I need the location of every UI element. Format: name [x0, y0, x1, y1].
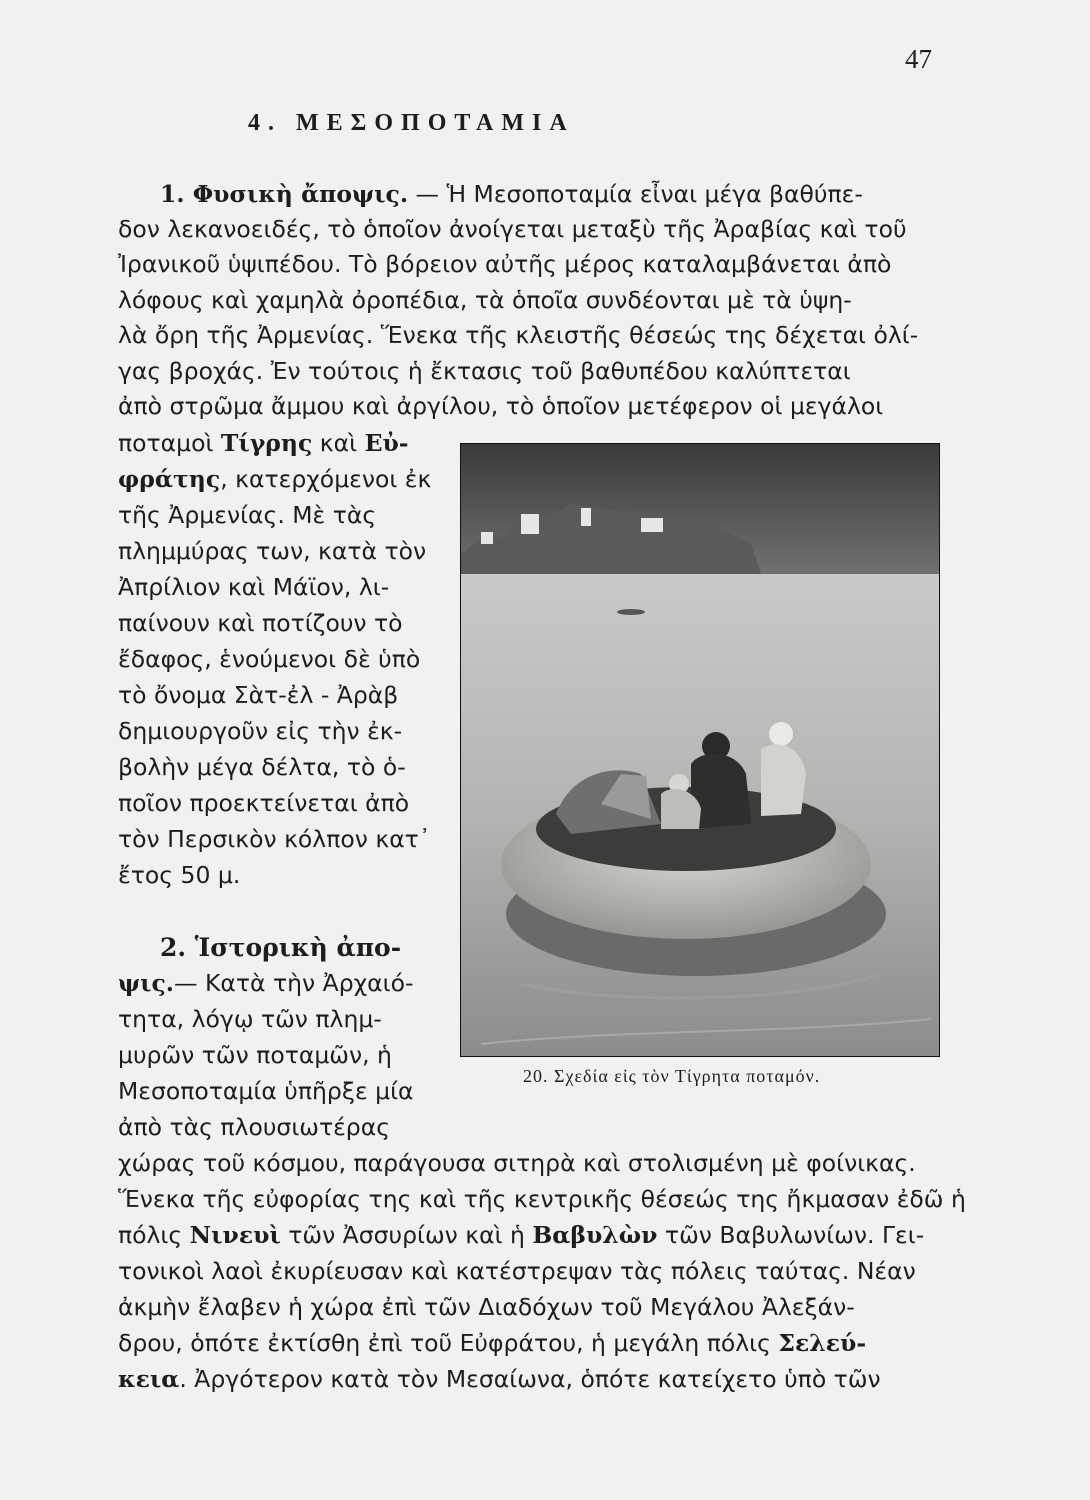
text-line: τονικοὶ λαοὶ ἐκυρίευσαν καὶ κατέστρεψαν τὰς πόλεις ταύτας. Νέαν — [118, 1257, 916, 1285]
text-line — [160, 177, 863, 212]
text-span: ποταμοὶ — [118, 429, 221, 457]
text-line: ἔτος 50 μ. — [118, 861, 241, 889]
text-line: ἀπὸ στρῶμα ἄμμου καὶ ἀργίλου, τὸ ὁποῖον μετέφερον οἱ μεγάλοι — [118, 392, 884, 420]
text-line: τὸ ὄνομα Σὰτ-ἐλ - Ἀρὰβ — [118, 681, 399, 709]
text-line: παίνουν καὶ ποτίζουν τὸ — [118, 609, 403, 637]
text-line: Ἰρανικοῦ ὑψιπέδου. Τὸ βόρειον αὐτῆς μέρος καταλαμβάνεται ἀπὸ — [118, 250, 892, 278]
section2-heading-text: ψις. — [118, 969, 174, 997]
text-line: Ἕνεκα τῆς εὐφορίας της καὶ τῆς κεντρικῆς θέσεώς της ἤκμασαν ἐδῶ ἡ — [118, 1185, 966, 1213]
person-head — [769, 722, 793, 746]
figure-caption: 20. Σχεδία εἰς τὸν Τίγρητα ποταμόν. — [523, 1066, 821, 1086]
text-line: ἔδαφος, ἑνούμενοι δὲ ὑπὸ — [118, 645, 421, 673]
text-line: τὸν Περσικὸν κόλπον κατ᾽ — [118, 825, 431, 853]
page-number: 47 — [905, 44, 932, 74]
section1-heading: 1. Φυσικὴ ἄποψις. — [160, 180, 409, 208]
text-span: τῶν Βαβυλωνίων. Γει- — [657, 1221, 925, 1249]
text-line: βολὴν μέγα δέλτα, τὸ ὁ- — [118, 753, 406, 781]
text-span: δρου, ὁπότε ἐκτίσθη ἐπὶ τοῦ Εὐφράτου, ἡ μεγάλη πόλις — [118, 1329, 779, 1357]
text-line: δημιουργοῦν εἰς τὴν ἐκ- — [118, 717, 403, 745]
text-line: Ἀπρίλιον καὶ Μάϊον, λι- — [118, 573, 390, 601]
text-line: ποῖον προεκτείνεται ἀπὸ — [118, 789, 410, 817]
text-line: ἀπὸ τὰς πλουσιωτέρας — [118, 1113, 390, 1141]
text-line: Μεσοποταμία ὑπῆρξε μία — [118, 1077, 414, 1105]
text-line: ἀκμὴν ἔλαβεν ἡ χώρα ἐπὶ τῶν Διαδόχων τοῦ Μεγάλου Ἀλεξάν- — [118, 1293, 855, 1321]
raft-photo-illustration — [461, 444, 939, 1056]
section2-heading-text: 2. Ἱστορικὴ ἀπο- — [160, 933, 402, 962]
text-line — [118, 1218, 924, 1253]
text-line: λὰ ὄρη τῆς Ἀρμενίας. Ἕνεκα τῆς κλειστῆς θέσεώς της δέχεται ὀλί- — [118, 321, 919, 349]
text-line: τῆς Ἀρμενίας. Μὲ τὰς — [118, 501, 377, 529]
text-line: λόφους καὶ χαμηλὰ ὀροπέδια, τὰ ὁποῖα συνδέονται μὲ τὰ ὑψη- — [118, 286, 852, 314]
section2-heading — [160, 930, 401, 965]
tigris-bold: Τίγρης — [220, 429, 313, 457]
seleucia-bold: κεια — [118, 1365, 180, 1393]
text-line: γας βροχάς. Ἐν τούτοις ἡ ἔκτασις τοῦ βαθυπέδου καλύπτεται — [118, 357, 851, 385]
figure-photo — [460, 443, 940, 1057]
euphrates-bold: φράτης — [118, 465, 221, 493]
text-line — [118, 426, 409, 461]
text-line: μυρῶν τῶν ποταμῶν, ἡ — [118, 1041, 392, 1069]
text-line: δον λεκανοειδές, τὸ ὁποῖον ἀνοίγεται μεταξὺ τῆς Ἀραβίας καὶ τοῦ — [118, 215, 907, 243]
euphrates-bold: Εὐ- — [364, 429, 409, 457]
text-line — [118, 1362, 881, 1397]
text-line — [118, 462, 431, 497]
text-line: πλημμύρας των, κατὰ τὸν — [118, 537, 427, 565]
distant-boat — [617, 609, 645, 615]
text-span: — Ἡ Μεσοποταμία εἶναι μέγα βαθύπε- — [408, 180, 863, 208]
chapter-title: 4. ΜΕΣΟΠΟΤΑΜΙΑ — [248, 110, 575, 136]
text-span: — Κατὰ τὴν Ἀρχαιό- — [174, 969, 414, 997]
text-span: καὶ — [312, 429, 365, 457]
nineveh-bold: Νινευὶ — [189, 1221, 281, 1249]
text-span: , κατερχόμενοι ἐκ — [220, 465, 432, 493]
text-span: πόλις — [118, 1221, 190, 1249]
text-span: . Ἀργότερον κατὰ τὸν Μεσαίωνα, ὁπότε κατείχετο ὑπὸ τῶν — [179, 1365, 881, 1393]
text-line: τητα, λόγῳ τῶν πλημ- — [118, 1005, 382, 1033]
text-line: χώρας τοῦ κόσμου, παράγουσα σιτηρὰ καὶ στολισμένη μὲ φοίνικας. — [118, 1149, 916, 1177]
babylon-bold: Βαβυλὼν — [532, 1221, 658, 1249]
text-span: τῶν Ἀσσυρίων καὶ ἡ — [280, 1221, 533, 1249]
seleucia-bold: Σελεύ- — [778, 1329, 867, 1357]
text-line — [118, 966, 414, 1001]
text-line — [118, 1326, 866, 1361]
